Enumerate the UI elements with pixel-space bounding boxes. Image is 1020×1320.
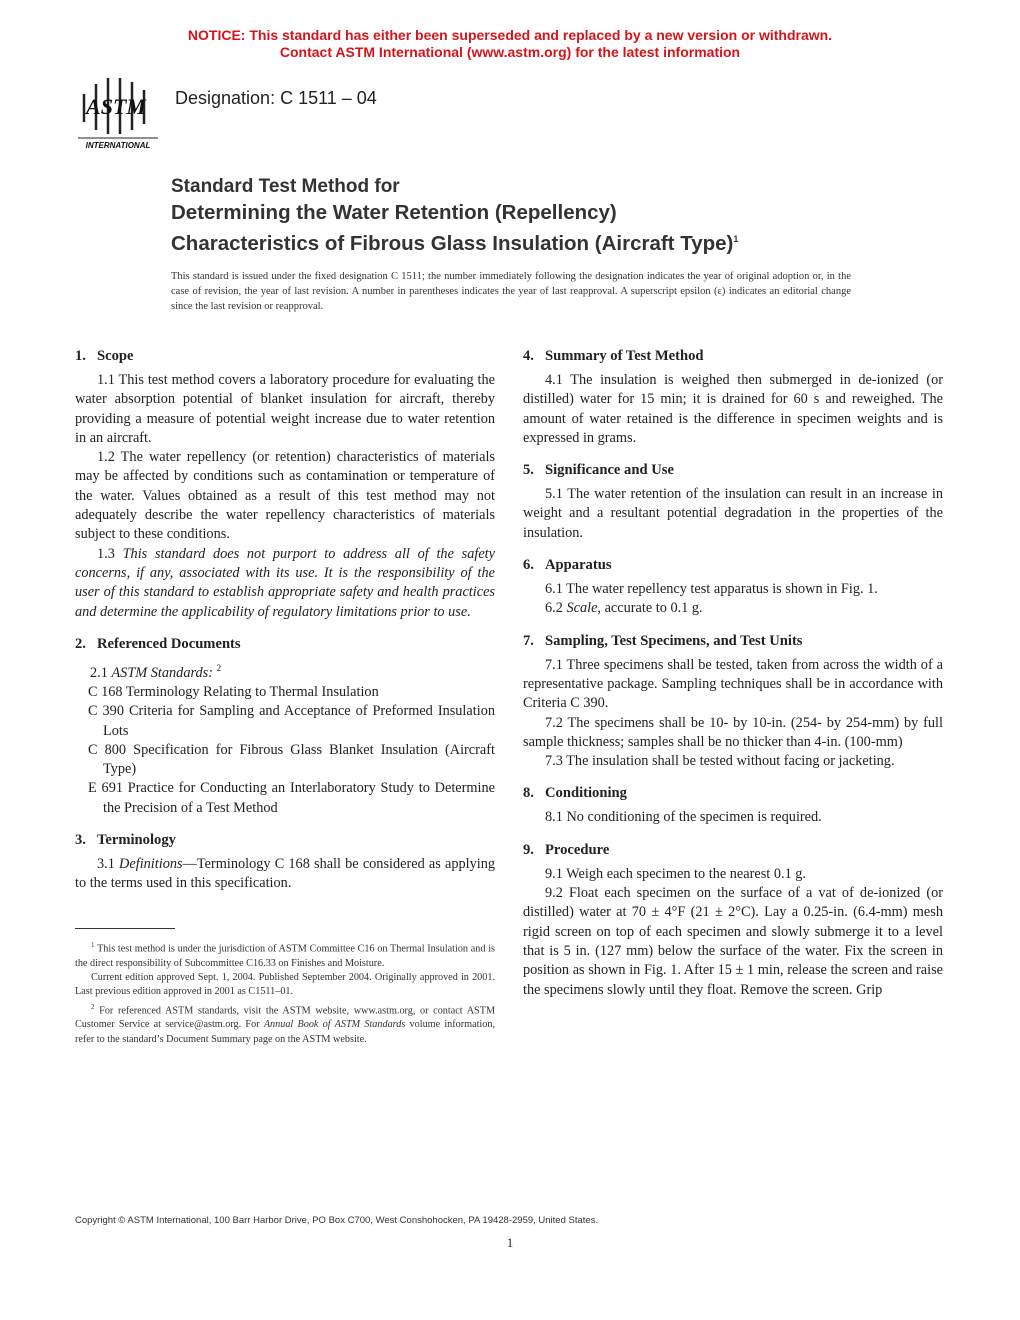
paragraph: 7.1 Three specimens shall be tested, taken from across the width of a representative package. Sampling techniques shall be in accordance with Criteria C 390. [523, 656, 943, 712]
paragraph: 6.2 Scale, accurate to 0.1 g. [545, 600, 703, 617]
paragraph: 2.1 ASTM Standards: $^2$ [90, 662, 222, 681]
paragraph: 7.2 The specimens shall be 10- by 10-in. (254- by 254-mm) by full sample thickness; samples shall be no thicker than 4-in. (100-mm) [523, 714, 943, 750]
section-heading: 7. Sampling, Test Specimens, and Test Units [523, 632, 803, 649]
section-heading: 3. Terminology [75, 832, 176, 848]
title-line-2: Determining the Water Retention (Repellency) [171, 201, 617, 224]
paragraph: 1.3 This standard does not purport to address all of the safety concerns, if any, associated with its use. It is the responsibility of the user of this standard to establish appropriate safety and health practices and determine the applicability of regulatory limitations prior to use. [75, 545, 495, 620]
paragraph: 5.1 The water retention of the insulation can result in an increase in weight and a resultant potential degradation in the properties of the insulation. [523, 486, 943, 541]
section-scope [75, 347, 495, 622]
footnote-2: $^2$ For referenced ASTM standards, visit the ASTM website, www.astm.org, or contact ASTM Customer Service at service@astm.org. For Annual Book of ASTM Standards volume information, refer to the standard’s Document Summary page on the ASTM website. [75, 1002, 495, 1045]
astm-logo [76, 72, 160, 152]
section-terminology [75, 831, 495, 894]
section-heading: 6. Apparatus [523, 557, 612, 574]
designation: Designation: C 1511 – 04 [175, 88, 377, 108]
paragraph: 8.1 No conditioning of the specimen is required. [545, 809, 822, 826]
footnote-1-edition: Current edition approved Sept. 1, 2004. Published September 2004. Originally approved in 2001. Last previous edition approved in 2001 as C1511–01. [75, 971, 495, 998]
reference-item: C 800 Specification for Fibrous Glass Blanket Insulation (Aircraft Type) [88, 741, 495, 778]
page-number: 1 [506, 1235, 514, 1250]
section-referenced-documents [75, 635, 495, 818]
section-summary [523, 347, 943, 448]
title-line-3: Characteristics of Fibrous Glass Insulation (Aircraft Type) [171, 231, 734, 255]
reference-item: C 390 Criteria for Sampling and Acceptance of Preformed Insulation Lots [88, 703, 495, 739]
section-heading: 5. Significance and Use [523, 462, 674, 479]
notice-line-2: Contact ASTM International (www.astm.org) for the latest information [279, 44, 741, 60]
section-heading: 8. Conditioning [523, 785, 627, 802]
title-line-1: Standard Test Method for [171, 176, 400, 197]
section-apparatus [523, 556, 943, 619]
footnote-rule [75, 928, 175, 929]
paragraph: 6.1 The water repellency test apparatus is shown in Fig. 1. [545, 581, 878, 598]
left-column [75, 347, 495, 907]
logo-subtext: INTERNATIONAL [85, 141, 151, 150]
notice-line-1: NOTICE: This standard has either been superseded and replaced by a new version or withdrawn. [187, 27, 833, 43]
footnotes [75, 938, 495, 1047]
paragraph: 1.2 The water repellency (or retention) characteristics of materials may be affected by conditions such as contamination or temperature of the water. Values obtained as a result of this test method may not adequately describe the water repellency characteristics of materials subject to these conditions. [75, 449, 495, 543]
paragraph: 1.1 This test method covers a laboratory procedure for evaluating the water absorption potential of blanket insulation for aircraft, thereby providing a measure of potential weight increase due to water retention in an aircraft. [75, 372, 495, 446]
section-heading: 2. Referenced Documents [75, 635, 241, 652]
section-heading: 4. Summary of Test Method [523, 348, 704, 364]
paragraph: 3.1 Definitions—Terminology C 168 shall be considered as applying to the terms used in this specification. [75, 856, 496, 892]
section-heading: 9. Procedure [523, 841, 610, 858]
reference-item: C 168 Terminology Relating to Thermal Insulation [88, 683, 379, 700]
paragraph: 9.2 Float each specimen on the surface of a vat of de-ionized (or distilled) water at 70 ± 4°F (21 ± 2°C). Lay a 0.25-in. (6.4-mm) mesh rigid screen on top of each specimen and slowly submerge it to a level that is 5 in. (127 mm) below the surface of the water. Fix the screen in position as shown in Fig. 1. After 15 ± 1 min, release the screen and raise the specimens slowly until they float. Remove the screen. Grip [523, 885, 943, 998]
logo-text: ASTM [86, 94, 146, 119]
title-footnote-mark: 1 [733, 234, 739, 244]
withdrawal-notice [0, 27, 1020, 61]
section-procedure [523, 841, 943, 1000]
paragraph: 9.1 Weigh each specimen to the nearest 0.1 g. [545, 865, 807, 882]
copyright: Copyright © ASTM International, 100 Barr Harbor Drive, PO Box C700, West Conshohocken, PA 19428-2959, United States. [75, 1215, 599, 1226]
section-conditioning [523, 784, 943, 827]
section-sampling [523, 632, 943, 772]
document-title [171, 174, 738, 257]
reference-item: E 691 Practice for Conducting an Interlaboratory Study to Determine the Precision of a Test Method [88, 780, 495, 816]
issue-note: This standard is issued under the fixed designation C 1511; the number immediately following the designation indicates the year of original adoption or, in the case of revision, the year of last revision. A number in parentheses indicates the year of last reapproval. A superscript epsilon (ε) indicates an editorial change since the last revision or reapproval. [171, 271, 851, 312]
paragraph: 4.1 The insulation is weighed then submerged in de-ionized (or distilled) water for 15 min; it is drained for 60 s and reweighed. The amount of water retained is the difference in specimen weights and is expressed in grams. [523, 372, 943, 446]
right-column [523, 347, 943, 1013]
section-significance [523, 461, 943, 543]
footnote-1: $^1$ This test method is under the jurisdiction of ASTM Committee C16 on Thermal Insulation and is the direct responsibility of Subcommittee C16.33 on Finishes and Moisture. [75, 941, 495, 969]
section-heading: 1. Scope [75, 348, 134, 364]
paragraph: 7.3 The insulation shall be tested without facing or jacketing. [545, 753, 895, 770]
